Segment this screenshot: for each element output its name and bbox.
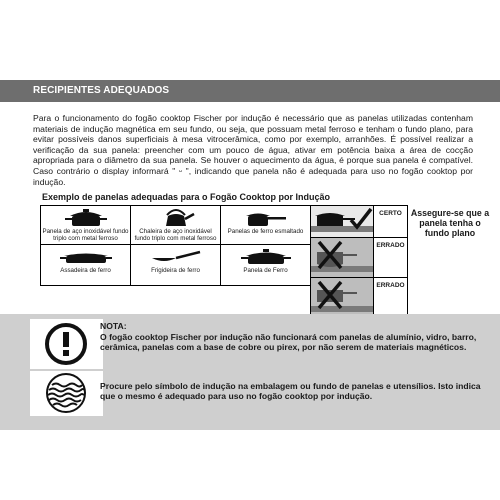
example-cell bbox=[41, 245, 131, 286]
induction-text: Procure pelo símbolo de indução na embalagem ou fundo de panelas e utensílios. Isto indica que o mesmo é adequado para uso no fogão cooktop por indução. bbox=[100, 381, 481, 402]
example-label: Panelas de ferro esmaltado bbox=[227, 228, 304, 235]
example-label: Panela de aço inoxidável fundo triplo com metal ferroso bbox=[42, 228, 129, 242]
frying-pan-icon bbox=[150, 248, 202, 266]
raised-pan-icon bbox=[311, 278, 373, 312]
example-label: Assadeira de ferro bbox=[60, 267, 111, 274]
note-title: NOTA: bbox=[100, 321, 127, 331]
example-cell bbox=[131, 245, 221, 286]
casserole-icon bbox=[240, 248, 292, 266]
exclamation-icon bbox=[30, 319, 103, 369]
pot-with-lid-icon bbox=[64, 209, 108, 227]
example-cell bbox=[131, 206, 221, 245]
note-text: O fogão cooktop Fischer por indução não funcionará com panelas de alumínio, vidro, barro, cerâmica, panelas com a base de cobre ou pirex, por não serem de materiais magnéticos. bbox=[100, 332, 477, 353]
examples-title: Exemplo de panelas adequadas para o Fogão Cooktop por Indução bbox=[42, 192, 331, 202]
example-label: Chaleira de aço inoxidável fundo triplo com metal ferroso bbox=[134, 228, 217, 242]
flatness-check-table bbox=[310, 205, 408, 318]
roasting-pan-icon bbox=[60, 248, 112, 266]
induction-icon-box bbox=[30, 371, 103, 416]
warped-pan-icon bbox=[311, 238, 373, 272]
section-title: RECIPIENTES ADEQUADOS bbox=[33, 85, 170, 96]
check-image-cell bbox=[311, 278, 374, 318]
example-label: Panela de Ferro bbox=[243, 267, 288, 274]
induction-coil-icon bbox=[30, 371, 103, 416]
saucepan-icon bbox=[244, 209, 288, 227]
check-image-cell bbox=[311, 206, 374, 238]
check-image-cell bbox=[311, 238, 374, 278]
example-cell bbox=[221, 245, 311, 286]
example-cell bbox=[221, 206, 311, 245]
flat-bottom-note: Assegure-se que a panela tenha o fundo plano bbox=[410, 208, 490, 238]
check-label: CERTO bbox=[374, 206, 408, 238]
examples-table bbox=[40, 205, 311, 286]
kettle-icon bbox=[154, 209, 198, 227]
warning-icon-box bbox=[30, 319, 103, 369]
check-label: ERRADO bbox=[374, 278, 408, 318]
intro-paragraph: Para o funcionamento do fogão cooktop Fischer por indução é necessário que as panelas utilizadas contenham materiais de indução magnética em seu fundo, ou seja, que possuam metal ferroso e tenham o fundo plano, para evitar possíveis danos superficiais à mesa vitrocerâmica, como por exemplo, arranhões. É possível realizar a verificação da sua panela: preencher com um pouco de água, ativar em potência baixa a área de cocção apropriada para o diâmetro da sua panela. Se houver o aquecimento da água, é porque sua panela é compatível. Caso contrário o display informará " ᵕ ", indicando que panela não é adequada para uso no fogão cooktop por indução. bbox=[33, 113, 473, 187]
example-label: Frigideira de ferro bbox=[151, 267, 200, 274]
section-header bbox=[0, 80, 500, 102]
check-label: ERRADO bbox=[374, 238, 408, 278]
flat-pan-icon bbox=[311, 206, 373, 232]
example-cell bbox=[41, 206, 131, 245]
